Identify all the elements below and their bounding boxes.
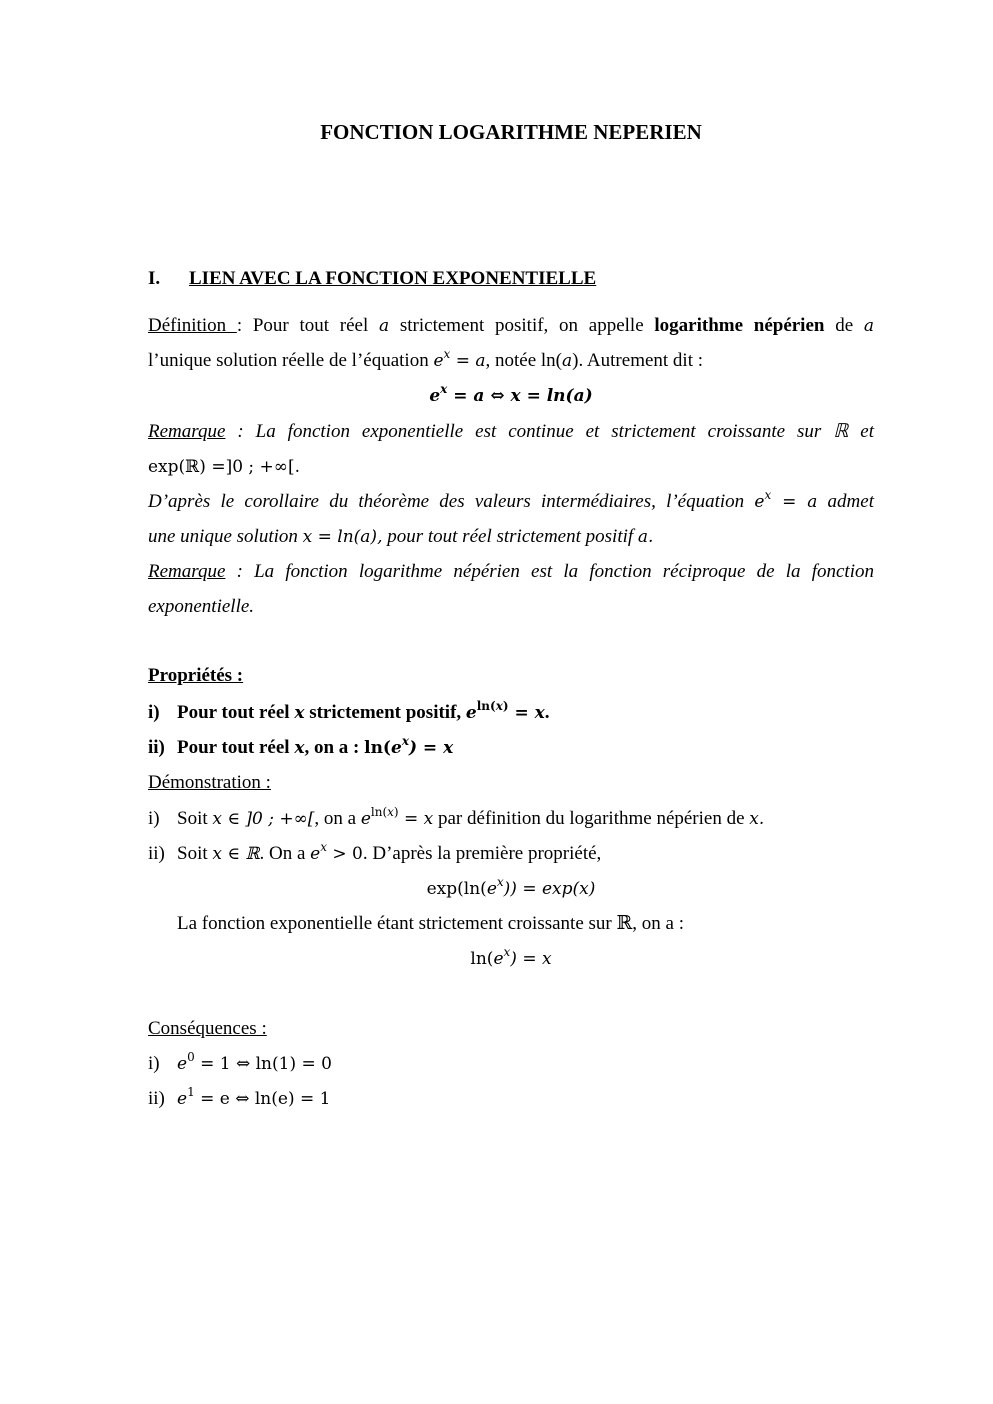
definition-label: Définition [148,315,237,336]
definition-line-1: Définition : Pour tout réel a strictement positif, on appelle logarithme népérien de a [148,315,875,336]
definition-line-2: l’unique solution réelle de l’équation $e^x = a$, notée ln(a). Autrement dit : [148,347,704,371]
remark-2-label: Remarque [148,561,226,582]
property-2: ii) Pour tout réel x, on a : $\ln(e^x) = x$ [148,734,454,758]
properties-heading: Propriétés : [148,665,244,686]
demonstration-equation-1: $\exp(\ln(e^x)) = \exp(x)$ [426,875,596,899]
remark-1-label: Remarque [148,421,226,442]
section-heading [148,268,874,290]
demonstration-text: La fonction exponentielle étant strictement croissante sur ℝ, on a : [177,913,684,934]
corollary-line-1: D’après le corollaire du théorème des valeurs intermédiaires, l’équation $e^x = a$ admet [148,488,874,512]
remark-1-line-2: exp(ℝ) =]0 ; +∞[. [148,457,300,477]
demonstration-heading: Démonstration : [148,772,271,793]
section-number: I. [148,268,161,289]
demonstration-equation-2: $\ln(e^x) = x$ [470,945,552,969]
property-1: i) Pour tout réel x strictement positif, $e^{ln(x)} = x$. [148,699,550,723]
remark-2-line-2: exponentielle. [148,596,255,617]
remark-2-line-1: Remarque : La fonction logarithme népérien est la fonction réciproque de la fonction [148,561,874,582]
remark-1-line-1: Remarque : La fonction exponentielle est continue et strictement croissante sur ℝ et [148,421,874,442]
consequence-1: i) $e^0 = 1$ ⇔ ln(1) = 0 [148,1050,332,1074]
section-title: LIEN AVEC LA FONCTION EXPONENTIELLE [189,268,597,289]
page-title: FONCTION LOGARITHME NEPERIEN [320,120,702,144]
definition-equation: $e^x = a$ ⇔ x = ln(a) [429,382,593,406]
demonstration-step-1: i) Soit x ∈ ]0 ; +∞[, on a $e^{ln(x)} = x$ par définition du logarithme népérien de x. [148,805,765,829]
consequences-heading: Conséquences : [148,1018,267,1039]
demonstration-step-2: ii) Soit x ∈ ℝ. On a $e^x > 0$. D’après la première propriété, [148,840,602,864]
consequence-2: ii) $e^1 = e$ ⇔ ln(e) = 1 [148,1085,331,1109]
corollary-line-2: une unique solution x = ln(a), pour tout réel strictement positif a. [148,526,654,547]
definition-term: logarithme népérien [654,315,825,336]
